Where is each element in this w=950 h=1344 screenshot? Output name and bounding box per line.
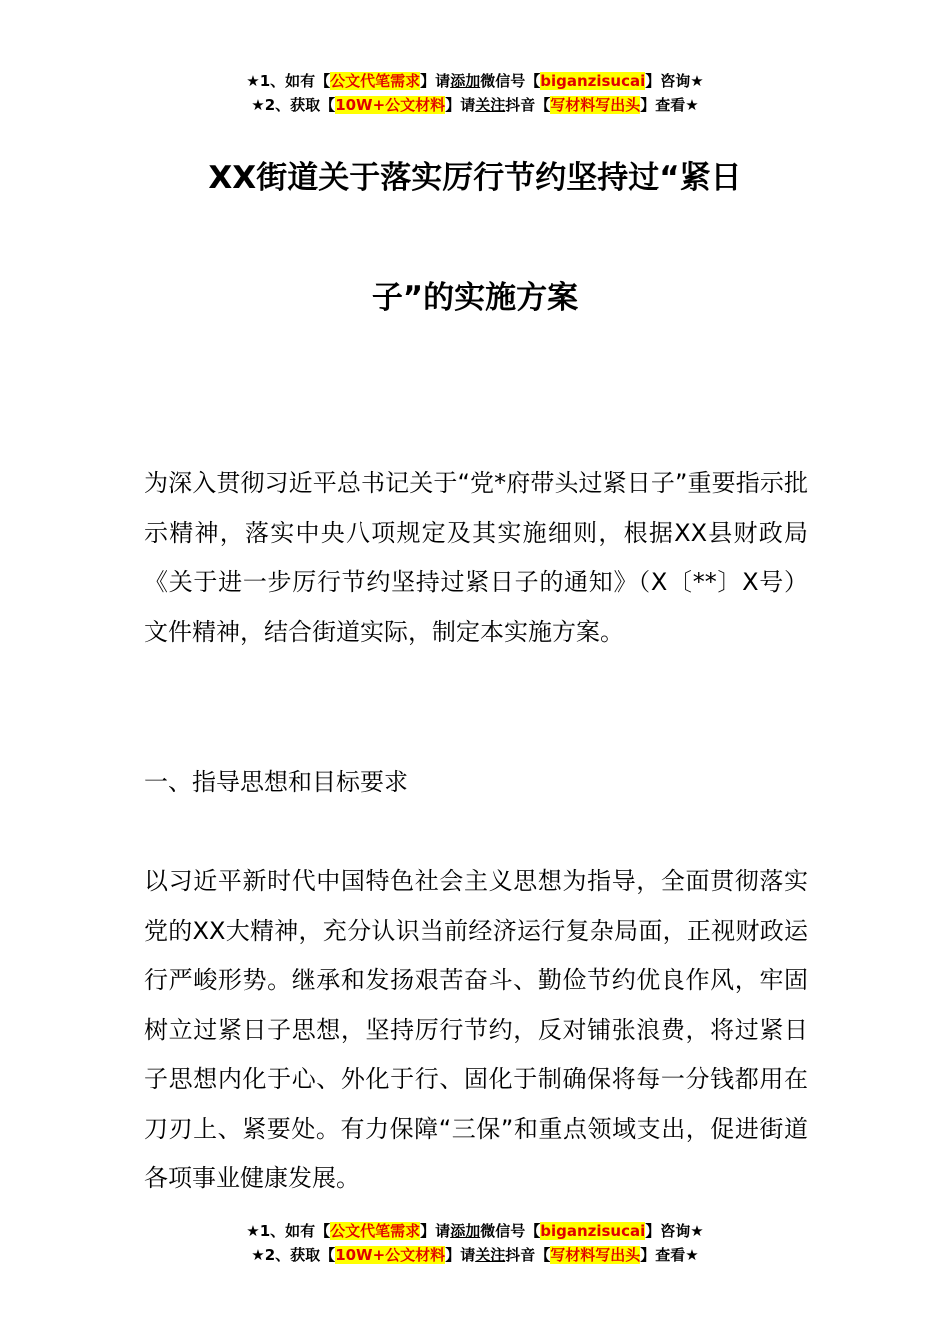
ad-text: 】请	[445, 96, 476, 114]
document-title-line-1: XX街道关于落实厉行节约坚持过“紧日	[208, 160, 742, 196]
intro-paragraph: 为深入贯彻习近平总书记关于“党*府带头过紧日子”重要指示批示精神，落实中央八项规定及其实施细则，根据XX县财政局《关于进一步厉行节约坚持过紧日子的通知》（X〔**〕X号）文件精神，结合街道实际，制定本实施方案。	[144, 469, 808, 646]
ad-text: 】咨询★	[645, 1222, 704, 1240]
section-1-body	[144, 857, 808, 1204]
ad-text: ★2、获取【	[251, 1246, 336, 1264]
ad-text: 】查看★	[640, 1246, 699, 1264]
document-title-line-2: 子”的实施方案	[371, 280, 579, 316]
ad-underlined: 关注	[475, 96, 506, 114]
ad-underlined: 添加	[450, 72, 481, 90]
ad-highlight: 公文代笔需求	[330, 1222, 421, 1240]
ad-text: 抖音【	[505, 1246, 551, 1264]
ad-highlight: 10W+公文材料	[335, 1246, 446, 1264]
ad-text: 】请	[445, 1246, 476, 1264]
ad-text: 微信号【	[480, 1222, 541, 1240]
ad-text: 】请	[420, 1222, 451, 1240]
section-1-heading: 一、指导思想和目标要求	[144, 768, 408, 796]
ad-text: 微信号【	[480, 72, 541, 90]
intro-section	[144, 459, 808, 657]
ad-banner-top	[0, 69, 950, 117]
ad-line-1	[0, 1219, 950, 1243]
section-1-paragraph: 以习近平新时代中国特色社会主义思想为指导，全面贯彻落实党的XX大精神，充分认识当前经济运行复杂局面，正视财政运行严峻形势。继承和发扬艰苦奋斗、勤俭节约优良作风，牢固树立过紧日子思想，坚持厉行节约，反对铺张浪费，将过紧日子思想内化于心、外化于行、固化于制确保将每一分钱都用在刀刃上、紧要处。有力保障“三保”和重点领域支出，促进街道各项事业健康发展。	[144, 867, 808, 1192]
ad-text: 】查看★	[640, 96, 699, 114]
ad-text: 】咨询★	[645, 72, 704, 90]
ad-line-2	[0, 93, 950, 117]
ad-text: ★1、如有【	[246, 72, 331, 90]
ad-douyin-account: 写材料写出头	[550, 1246, 641, 1264]
ad-wechat-id: biganzisucai	[540, 72, 646, 90]
ad-douyin-account: 写材料写出头	[550, 96, 641, 114]
ad-banner-bottom	[0, 1219, 950, 1267]
ad-highlight: 公文代笔需求	[330, 72, 421, 90]
ad-line-2	[0, 1243, 950, 1267]
ad-line-1	[0, 69, 950, 93]
section-1-heading-block	[144, 758, 808, 808]
ad-highlight: 10W+公文材料	[335, 96, 446, 114]
ad-text: ★1、如有【	[246, 1222, 331, 1240]
ad-underlined: 关注	[475, 1246, 506, 1264]
ad-underlined: 添加	[450, 1222, 481, 1240]
ad-text: 抖音【	[505, 96, 551, 114]
ad-wechat-id: biganzisucai	[540, 1222, 646, 1240]
ad-text: ★2、获取【	[251, 96, 336, 114]
ad-text: 】请	[420, 72, 451, 90]
